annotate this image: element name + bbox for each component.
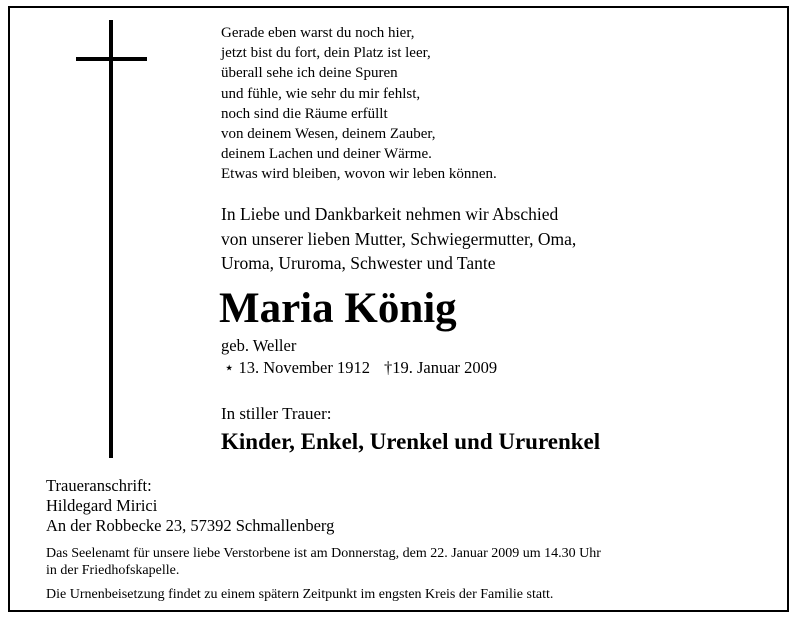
poem-line: deinem Lachen und deiner Wärme. bbox=[221, 146, 432, 163]
poem-line: überall sehe ich deine Spuren bbox=[221, 65, 398, 82]
poem-line: Gerade eben warst du noch hier, bbox=[221, 25, 415, 41]
mourners-heading: In stiller Trauer: bbox=[221, 404, 332, 423]
poem-line: jetzt bist du fort, dein Platz ist leer, bbox=[221, 45, 431, 62]
poem-line: und fühle, wie sehr du mir fehlst, bbox=[221, 85, 421, 102]
maiden-name: geb. Weller bbox=[221, 336, 297, 355]
address-line: An der Robbecke 23, 57392 Schmallenberg bbox=[46, 516, 335, 535]
mourners-names: Kinder, Enkel, Urenkel und Ururenkel bbox=[221, 429, 601, 454]
address-line: Hildegard Mirici bbox=[46, 496, 158, 515]
poem-line: Etwas wird bleiben, wovon wir leben können. bbox=[221, 166, 497, 183]
birth-date: ⋆ 13. November 1912 bbox=[224, 358, 370, 377]
mourning-address bbox=[46, 476, 334, 536]
requiem-notice bbox=[46, 545, 601, 579]
urn-burial-notice: Die Urnenbeisetzung findet zu einem spätern Zeitpunkt im engsten Kreis der Familie statt. bbox=[46, 587, 554, 602]
farewell-line: von unserer lieben Mutter, Schwiegermutter, Oma, bbox=[221, 228, 577, 249]
poem-line: von deinem Wesen, deinem Zauber, bbox=[221, 126, 436, 143]
farewell-line: In Liebe und Dankbarkeit nehmen wir Abschied bbox=[221, 204, 559, 224]
deceased-name: Maria König bbox=[219, 285, 457, 332]
life-dates bbox=[224, 358, 497, 378]
notice-line: Das Seelenamt für unsere liebe Verstorbene ist am Donnerstag, dem 22. Januar 2009 um 14.30 Uhr bbox=[46, 546, 601, 561]
address-line: Traueranschrift: bbox=[46, 476, 152, 495]
poem-line: noch sind die Räume erfüllt bbox=[221, 105, 388, 122]
farewell-text bbox=[221, 202, 576, 276]
poem bbox=[221, 23, 497, 185]
death-date: †19. Januar 2009 bbox=[383, 358, 498, 377]
notice-line: in der Friedhofskapelle. bbox=[46, 563, 180, 578]
cross-icon-bar bbox=[76, 57, 147, 61]
cross-icon bbox=[109, 20, 113, 458]
farewell-line: Uroma, Ururoma, Schwester und Tante bbox=[221, 253, 496, 273]
